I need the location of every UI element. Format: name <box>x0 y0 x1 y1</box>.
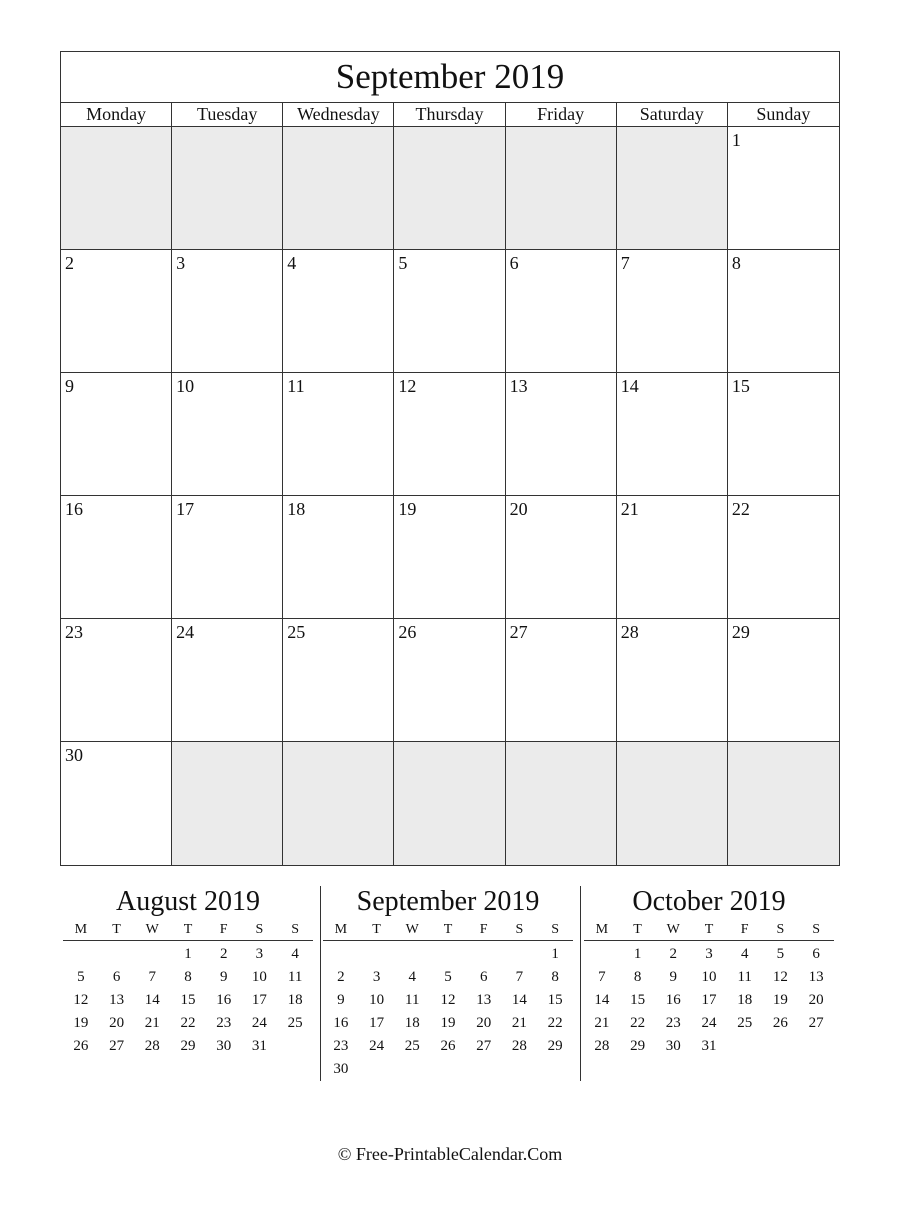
mini-day: 8 <box>633 969 642 985</box>
mini-day-grid <box>584 943 834 1058</box>
mini-weekday-label: F <box>479 922 488 937</box>
empty-day-cell <box>506 742 617 865</box>
empty-day-cell <box>283 742 394 865</box>
mini-calendar-title: August 2019 <box>116 886 260 917</box>
mini-day: 11 <box>405 992 420 1008</box>
mini-day <box>63 943 99 966</box>
day-cell: 1 <box>728 127 839 250</box>
mini-day: 17 <box>369 1015 385 1031</box>
day-cell: 22 <box>728 496 839 619</box>
mini-day: 3 <box>705 946 713 962</box>
mini-day: 7 <box>148 969 157 985</box>
mini-day: 19 <box>73 1015 89 1031</box>
day-cell: 11 <box>283 373 394 496</box>
mini-day: 24 <box>251 1015 267 1031</box>
mini-day: 14 <box>594 992 610 1008</box>
empty-day-cell <box>61 127 172 250</box>
mini-weekday-label: M <box>334 922 348 937</box>
mini-weekday-label: T <box>112 922 121 937</box>
mini-day: 10 <box>701 969 717 985</box>
mini-calendar-title: October 2019 <box>632 886 786 917</box>
mini-day: 25 <box>737 1015 753 1031</box>
day-cell: 20 <box>506 496 617 619</box>
mini-weekday-label: S <box>551 922 560 937</box>
mini-calendar-august <box>63 884 313 1058</box>
mini-day: 28 <box>511 1038 527 1054</box>
mini-day <box>277 1035 313 1058</box>
mini-day <box>584 943 620 966</box>
mini-day <box>430 943 466 966</box>
empty-day-cell <box>617 742 728 865</box>
mini-day: 14 <box>511 992 527 1008</box>
mini-weekday-label: T <box>704 922 714 937</box>
mini-day: 30 <box>216 1038 232 1054</box>
weekday-label: Friday <box>506 103 617 126</box>
day-cell: 21 <box>617 496 728 619</box>
mini-day <box>394 943 430 966</box>
mini-day: 7 <box>515 969 524 985</box>
mini-day: 7 <box>598 969 606 985</box>
mini-day: 25 <box>404 1038 420 1054</box>
weekday-label: Saturday <box>617 103 728 126</box>
mini-day-grid <box>63 943 313 1058</box>
mini-day: 10 <box>251 969 267 985</box>
mini-day: 22 <box>180 1015 196 1031</box>
mini-day: 30 <box>665 1038 681 1054</box>
mini-day: 1 <box>551 946 559 962</box>
day-cell: 23 <box>61 619 172 742</box>
mini-day: 19 <box>772 992 788 1008</box>
mini-day: 22 <box>547 1015 563 1031</box>
mini-weekday-label: T <box>372 922 381 937</box>
mini-day: 18 <box>287 992 303 1008</box>
day-cell: 30 <box>61 742 172 865</box>
empty-day-cell <box>617 127 728 250</box>
day-cell: 29 <box>728 619 839 742</box>
mini-divider <box>580 886 581 1081</box>
calendar-title: September 2019 <box>61 52 839 103</box>
mini-day: 27 <box>476 1038 492 1054</box>
day-cell: 3 <box>172 250 283 373</box>
mini-day: 19 <box>440 1015 456 1031</box>
empty-day-cell <box>172 742 283 865</box>
mini-day: 30 <box>333 1061 349 1077</box>
day-cell: 24 <box>172 619 283 742</box>
mini-day: 18 <box>404 1015 420 1031</box>
mini-day: 6 <box>112 969 121 985</box>
mini-day: 11 <box>737 969 752 985</box>
mini-day: 29 <box>547 1038 563 1054</box>
empty-day-cell <box>728 742 839 865</box>
empty-day-cell <box>283 127 394 250</box>
mini-day: 2 <box>669 946 678 962</box>
mini-weekday-header <box>63 920 313 941</box>
mini-day: 6 <box>479 969 488 985</box>
mini-day: 20 <box>476 1015 492 1031</box>
mini-weekday-label: T <box>443 922 453 937</box>
mini-day: 10 <box>369 992 385 1008</box>
mini-day: 12 <box>73 992 89 1008</box>
mini-day: 17 <box>251 992 267 1008</box>
day-cell: 19 <box>394 496 505 619</box>
day-cell: 2 <box>61 250 172 373</box>
mini-day: 6 <box>812 946 820 962</box>
mini-day <box>394 1058 430 1081</box>
mini-day <box>537 1058 573 1081</box>
empty-day-cell <box>394 742 505 865</box>
mini-day: 24 <box>369 1038 385 1054</box>
mini-day-grid <box>323 943 573 1081</box>
mini-day: 28 <box>144 1038 160 1054</box>
copyright-footer: © Free-PrintableCalendar.Com <box>337 1144 563 1164</box>
empty-day-cell <box>394 127 505 250</box>
mini-day: 16 <box>216 992 232 1008</box>
mini-day: 5 <box>77 969 85 985</box>
day-cell: 16 <box>61 496 172 619</box>
mini-divider <box>320 886 321 1081</box>
mini-day: 27 <box>109 1038 125 1054</box>
weekday-header <box>61 103 839 127</box>
mini-day: 26 <box>73 1038 89 1054</box>
mini-day: 9 <box>669 969 678 985</box>
weekday-label: Monday <box>61 103 172 126</box>
mini-day: 23 <box>333 1038 349 1054</box>
mini-day: 15 <box>180 992 196 1008</box>
day-cell: 4 <box>283 250 394 373</box>
day-cell: 9 <box>61 373 172 496</box>
mini-day: 5 <box>776 946 785 962</box>
mini-weekday-label: S <box>255 922 264 937</box>
mini-day: 8 <box>184 969 192 985</box>
mini-day: 31 <box>251 1038 267 1054</box>
mini-day: 4 <box>408 969 417 985</box>
mini-day: 29 <box>630 1038 646 1054</box>
mini-day <box>99 943 135 966</box>
weekday-label: Sunday <box>756 104 811 124</box>
mini-day: 5 <box>444 969 452 985</box>
mini-day: 3 <box>255 946 264 962</box>
mini-day <box>763 1035 799 1058</box>
mini-day: 21 <box>144 1015 160 1031</box>
mini-day <box>502 943 538 966</box>
mini-calendar-october <box>584 884 834 1058</box>
mini-day: 12 <box>440 992 456 1008</box>
day-cell: 7 <box>617 250 728 373</box>
mini-day: 1 <box>184 946 192 962</box>
mini-day <box>798 1035 834 1058</box>
mini-weekday-label: M <box>595 922 609 937</box>
mini-weekday-label: F <box>740 922 749 937</box>
mini-day: 20 <box>808 992 824 1008</box>
day-cell: 25 <box>283 619 394 742</box>
mini-day <box>323 943 359 966</box>
mini-calendar-title: September 2019 <box>356 886 540 917</box>
mini-weekday-label: T <box>633 922 642 937</box>
main-calendar <box>60 51 840 866</box>
mini-weekday-label: S <box>291 922 300 937</box>
empty-day-cell <box>506 127 617 250</box>
mini-day: 4 <box>291 946 299 962</box>
mini-day: 4 <box>740 946 749 962</box>
mini-day: 13 <box>109 992 125 1008</box>
mini-day: 11 <box>287 969 303 985</box>
mini-day: 12 <box>772 969 788 985</box>
day-cell: 8 <box>728 250 839 373</box>
mini-day: 26 <box>772 1015 788 1031</box>
mini-day: 16 <box>333 1015 349 1031</box>
mini-day: 2 <box>337 969 345 985</box>
month-grid <box>61 127 839 865</box>
mini-day: 21 <box>594 1015 610 1031</box>
mini-weekday-label: W <box>405 922 419 937</box>
day-cell: 17 <box>172 496 283 619</box>
mini-weekday-label: M <box>74 922 88 937</box>
mini-weekday-label: F <box>219 922 228 937</box>
mini-day: 23 <box>665 1015 681 1031</box>
mini-weekday-header <box>584 920 834 941</box>
mini-day <box>466 1058 502 1081</box>
mini-day: 29 <box>180 1038 196 1054</box>
mini-day: 21 <box>511 1015 527 1031</box>
mini-day: 28 <box>594 1038 610 1054</box>
mini-day: 26 <box>440 1038 456 1054</box>
mini-weekday-label: W <box>145 922 159 937</box>
weekday-label: Thursday <box>394 103 505 126</box>
day-cell: 10 <box>172 373 283 496</box>
mini-day <box>466 943 502 966</box>
mini-day: 15 <box>630 992 646 1008</box>
empty-day-cell <box>172 127 283 250</box>
day-cell: 12 <box>394 373 505 496</box>
day-cell: 28 <box>617 619 728 742</box>
weekday-label: Wednesday <box>283 103 394 126</box>
day-cell: 13 <box>506 373 617 496</box>
day-cell: 18 <box>283 496 394 619</box>
mini-day: 2 <box>219 946 228 962</box>
day-cell: 26 <box>394 619 505 742</box>
mini-day: 22 <box>630 1015 646 1031</box>
mini-day: 24 <box>701 1015 717 1031</box>
mini-day: 13 <box>476 992 492 1008</box>
mini-day <box>727 1035 763 1058</box>
mini-day: 9 <box>219 969 228 985</box>
day-cell: 14 <box>617 373 728 496</box>
mini-weekday-label: W <box>666 922 680 937</box>
weekday-label: Tuesday <box>172 103 283 126</box>
mini-day: 16 <box>665 992 681 1008</box>
day-cell: 5 <box>394 250 505 373</box>
mini-weekday-label: S <box>776 922 785 937</box>
mini-calendar-september <box>323 884 573 1081</box>
mini-day <box>502 1058 538 1081</box>
mini-day: 25 <box>287 1015 303 1031</box>
mini-weekday-label: S <box>812 922 821 937</box>
mini-day: 13 <box>808 969 824 985</box>
mini-day: 23 <box>216 1015 232 1031</box>
mini-day: 1 <box>633 946 642 962</box>
day-cell: 6 <box>506 250 617 373</box>
day-cell: 27 <box>506 619 617 742</box>
mini-day: 17 <box>701 992 717 1008</box>
mini-weekday-label: S <box>515 922 524 937</box>
mini-weekday-label: T <box>183 922 193 937</box>
mini-day: 3 <box>372 969 381 985</box>
mini-day: 9 <box>337 992 345 1008</box>
mini-day <box>430 1058 466 1081</box>
mini-day <box>134 943 170 966</box>
mini-day: 27 <box>808 1015 824 1031</box>
mini-day: 14 <box>144 992 160 1008</box>
mini-weekday-header <box>323 920 573 941</box>
mini-day: 20 <box>109 1015 125 1031</box>
mini-day: 8 <box>551 969 559 985</box>
mini-day <box>359 943 395 966</box>
mini-day <box>359 1058 395 1081</box>
mini-day: 15 <box>547 992 563 1008</box>
mini-day: 18 <box>737 992 753 1008</box>
mini-day: 31 <box>701 1038 717 1054</box>
day-cell: 15 <box>728 373 839 496</box>
